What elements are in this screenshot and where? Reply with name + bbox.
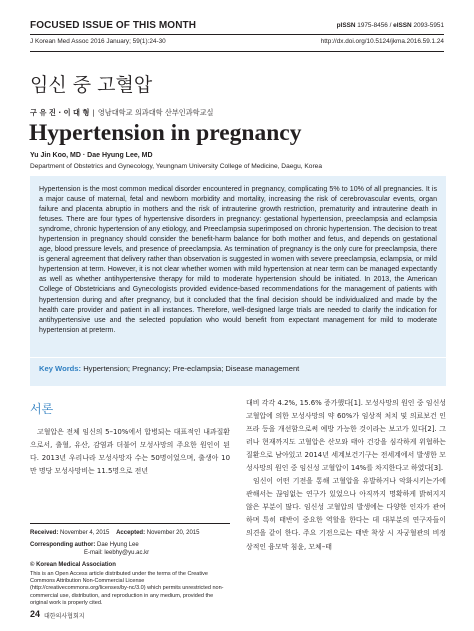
article-title-korean: 임신 중 고혈압	[30, 74, 153, 96]
body-column-2-paragraph-2: 임신이 어떤 기전을 통해 고혈압을 유발하거나 악화시키는가에 관해서는 끊임없는 연구가 있었으나 아직까지 명확하게 밝혀지지 않은 부분이 많다. 임신성 고혈압의 발생에는 다양한 인자가 관여하며 특히 태반이 중요한 역할을 한다는 데 대부분의 연구자들이 의견을 같이 한다. 주요 기전으로는 태반 착상 시 자궁혈관의 비정상적인 융모막 침윤, 모체–태	[246, 477, 446, 551]
header-rule-bottom	[30, 51, 444, 52]
body-column-1-paragraph: 고혈압은 전체 임신의 5–10%에서 합병되는 대표적인 내과질환으로서, 출혈, 유산, 감염과 더불어 모성사망의 주요한 원인이 된다. 2013년 우리나라 모성사망자 수는 50명이었으며, 출생아 10만 명당 모성사망비는 11.5명으로 전년	[30, 428, 230, 476]
keywords-value: Hypertension; Pregnancy; Pre-eclampsia; Disease management	[83, 364, 300, 373]
corresponding-name: Dae Hyung Lee	[97, 542, 139, 548]
corresponding-label: Corresponding author:	[30, 542, 96, 548]
email-label: E-mail:	[84, 550, 103, 556]
received-label: Received:	[30, 530, 59, 536]
author-email	[84, 550, 149, 556]
article-title-english: Hypertension in pregnancy	[29, 120, 302, 146]
received-date: November 4, 2015	[60, 530, 110, 536]
pissn-value: 1975-8456	[357, 22, 388, 29]
authors-korean-affiliation: 영남대학교 의과대학 산부인과학교실	[97, 108, 214, 117]
email-address[interactable]: leebhy@yu.ac.kr	[104, 550, 150, 556]
page-number: 24	[30, 609, 41, 619]
license-text: This is an Open Access article distributed under the terms of the Creative Commons Attribution Non-Commercial License (http://creativecommons.org/licenses/by-nc/3.0) which permits unrestricted non-commercial use, distribution, and reproduction in any medium, provided the original work is properly cited.	[30, 571, 224, 606]
authors-english: Yu Jin Koo, MD · Dae Hyung Lee, MD	[30, 152, 153, 159]
header-top-row	[30, 20, 444, 32]
received-accepted-line	[30, 530, 199, 536]
section-heading-introduction: 서론	[30, 402, 54, 416]
journal-citation: J Korean Med Assoc 2016 January; 59(1):24-30	[30, 38, 166, 45]
eissn-label: eISSN	[393, 22, 412, 29]
body-column-2-paragraph-1: 대비 각각 4.2%, 15.6% 증가했다[1]. 모성사망의 원인 중 임신성 고혈압에 의한 모성사망의 약 60%가 임상적 처치 및 의료보건 인프라 등을 개선함으로써 예방 가능한 것이라는 보고가 있다[2]. 그러나 현재까지도 고혈압은 산모와 태아 건강을 심각하게 위협하는 질환으로 남아있고 2014년 세계보건기구는 전세계에서 발생한 모성사망의 원인 중 임신성 고혈압이 14%를 차지한다고 하였다[3].	[246, 399, 446, 473]
issn-line: pISSN 1975-8456 / eISSN 2093-5951	[336, 22, 444, 29]
article-info-rule	[30, 523, 230, 524]
accepted-date: November 20, 2015	[146, 530, 200, 536]
abstract-box	[30, 176, 446, 386]
header-rule-top	[30, 34, 444, 35]
section-label: FOCUSED ISSUE OF THIS MONTH	[30, 20, 197, 31]
corresponding-author	[30, 542, 139, 548]
abstract-text: Hypertension is the most common medical disorder encountered in pregnancy, complicating 5% to 10% of all pregnancies. It is a major cause of maternal, fetal and newborn morbidity and mortality, increasing the risk of cerebrovascular events, organ failure and placenta abruptio in mothers and the risk of intrauterine growth restriction, prematurity and intrauterine death in fetuses. There are four types of hypertensive disorders in pregnancy: gestational hypertension, preeclampsia and eclampsia syndrome, chronic hypertension of any etiology, and Preeclampsia superimposed on chronic hypertension. The decision to treat hypertension in pregnancy should consider the benefit-harm balance for both mother and fetus, and depends on gestational age, blood pressure levels, and presence of preeclampsia. As termination of pregnancy is the only cure for preeclampsia, there is general agreement that delivery rather than observation is suggested in women with severe preeclampsia, eclampsia, or mild hypertension at term. However, it is not clear whether women with mild hypertension at near term can be managed expectantly as well as whether antihypertensive therapy for mild to moderate hypertension should be initiated. In 2013, the American College of Obstetricians and Gynecologists provided evidence-based recommendations for the management of patients with hypertension during and after pregnancy, but it concluded that the final decision should be individualized and made by the health care provider and patient in all instances. Therefore, well-designed large trials are needed to clarify the indication for antihypertensive use and the selected population who would benefit from expectant management for mild to moderate hypertension at preterm.	[39, 186, 437, 334]
body-column-2	[246, 397, 446, 554]
affiliation-english: Department of Obstetrics and Gynecology, Yeungnam University College of Medicine, Daegu, Korea	[30, 163, 322, 170]
footer-journal-name: 대한의사협회지	[44, 613, 85, 620]
doi-link[interactable]: http://dx.doi.org/10.5124/jkma.2016.59.1.24	[320, 38, 444, 45]
copyright-notice: © Korean Medical Association	[30, 562, 116, 568]
header-citation-row	[30, 38, 444, 48]
keywords-label: Key Words:	[39, 364, 82, 373]
accepted-label: Accepted:	[116, 530, 146, 536]
authors-korean-names: 구 유 진 · 이 대 형	[30, 108, 90, 117]
keywords-row	[39, 364, 299, 373]
pissn-label: pISSN	[336, 22, 356, 29]
authors-korean: 구 유 진 · 이 대 형 | 영남대학교 의과대학 산부인과학교실	[30, 108, 214, 117]
abstract-divider	[30, 357, 446, 358]
eissn-value: 2093-5951	[413, 22, 444, 29]
